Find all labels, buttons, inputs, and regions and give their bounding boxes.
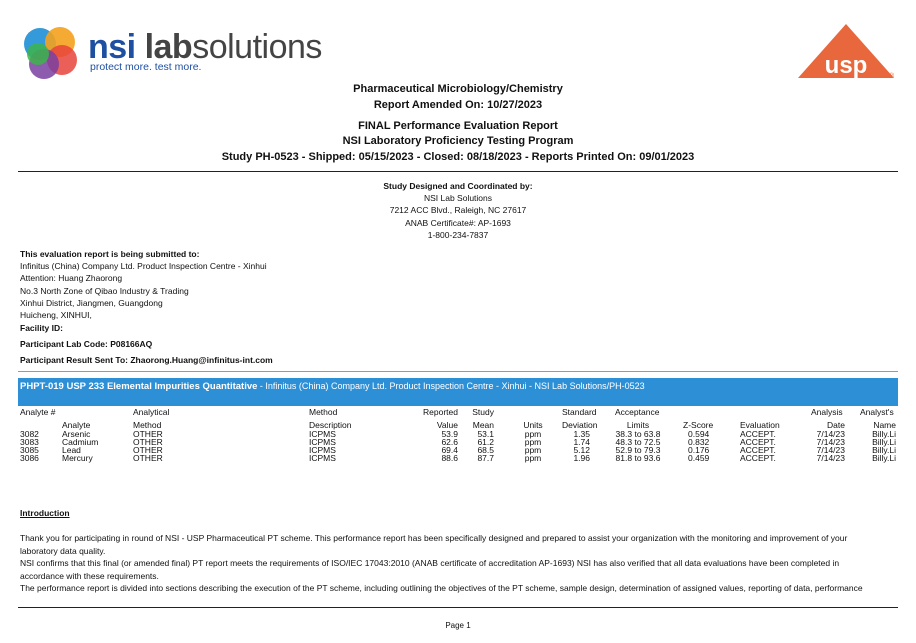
- cell-analyte-num: 3083: [20, 437, 39, 447]
- report-amended: Report Amended On: 10/27/2023: [373, 99, 543, 111]
- cell-analyte-num: 3086: [20, 453, 39, 463]
- cell-units: ppm: [524, 453, 542, 463]
- cell-units: ppm: [524, 437, 542, 447]
- cell-zscore: 0.594: [688, 429, 710, 439]
- cell-analyte-num: 3082: [20, 429, 39, 439]
- logo-tagline: protect more. test more.: [90, 61, 202, 73]
- col-header-standard: Standard: [562, 407, 597, 417]
- svg-text:®: ®: [889, 73, 895, 80]
- logo-solutions: solutions: [192, 28, 322, 66]
- col-header-acceptance: Acceptance: [615, 407, 660, 417]
- cell-name: Billy.Li: [872, 437, 896, 447]
- cell-description: ICPMS: [309, 429, 336, 439]
- cell-deviation: 1.74: [573, 437, 590, 447]
- col-header-analyte-num: Analyte #: [20, 407, 56, 417]
- col-header-reported: Reported: [423, 407, 458, 417]
- coordinator-phone: 1-800-234-7837: [427, 229, 489, 240]
- cell-date: 7/14/23: [816, 429, 845, 439]
- intro-p2a: NSI confirms that this final (or amended final) PT report meets the requirements of ISO/IEC 17043:2010 (ANAB certificate of accreditation AP-1693) NSI has also verified that all data evaluations have been completed in: [20, 558, 840, 568]
- cell-date: 7/14/23: [816, 445, 845, 455]
- cell-deviation: 1.96: [573, 453, 590, 463]
- cell-description: ICPMS: [309, 453, 336, 463]
- facility-id: Facility ID:: [20, 323, 63, 333]
- cell-mean: 53.1: [477, 429, 494, 439]
- cell-analyte: Mercury: [62, 453, 93, 463]
- program-name: NSI Laboratory Proficiency Testing Program: [342, 135, 574, 147]
- cell-analyte: Lead: [62, 445, 81, 455]
- cell-method: OTHER: [133, 445, 163, 455]
- recipient-company: Infinitus (China) Company Ltd. Product Inspection Centre - Xinhui: [20, 261, 267, 272]
- col-header-units: Units: [523, 420, 543, 430]
- coordinator-certificate: ANAB Certificate#: AP-1693: [405, 217, 511, 228]
- logo-nsi: nsi: [88, 28, 136, 66]
- col-header-description: Description: [309, 420, 352, 430]
- table-title-sub: - Infinitus (China) Company Ltd. Product Inspection Centre - Xinhui - NSI Lab Solutions/PH-0523: [257, 381, 645, 391]
- cell-units: ppm: [524, 445, 542, 455]
- cell-analyte: Cadmium: [62, 437, 99, 447]
- col-header-method: Method: [309, 407, 338, 417]
- cell-name: Billy.Li: [872, 429, 896, 439]
- cell-deviation: 5.12: [573, 445, 590, 455]
- coordinator-address: 7212 ACC Blvd., Raleigh, NC 27617: [389, 205, 527, 216]
- cell-description: ICPMS: [309, 445, 336, 455]
- cell-mean: 68.5: [477, 445, 494, 455]
- coordinator-block: [0, 180, 916, 241]
- cell-value: 69.4: [441, 445, 458, 455]
- cell-limits: 48.3 to 72.5: [615, 437, 661, 447]
- cell-zscore: 0.832: [688, 437, 710, 447]
- cell-mean: 61.2: [477, 437, 494, 447]
- col-header-mean: Mean: [472, 420, 494, 430]
- cell-deviation: 1.35: [573, 429, 590, 439]
- col-header-zscore: Z-Score: [683, 420, 714, 430]
- table-title-main: PHPT-019 USP 233 Elemental Impurities Quantitative: [20, 381, 258, 392]
- intro-p3: The performance report is divided into sections describing the execution of the PT scheme, including outlining the objectives of the PT scheme, sample design, determination of assigned values, reporting of data, performance: [20, 583, 863, 593]
- divider: [18, 607, 898, 608]
- col-header-name: Name: [873, 420, 896, 430]
- nsi-logo-wordmark: [88, 30, 322, 64]
- recipient-address3: Huicheng, XINHUI,: [20, 310, 92, 321]
- cell-description: ICPMS: [309, 437, 336, 447]
- cell-units: ppm: [524, 429, 542, 439]
- intro-p2b: accordance with these requirements.: [20, 570, 159, 581]
- divider: [18, 371, 898, 372]
- nsi-logo-mark: [18, 24, 84, 82]
- report-title: FINAL Performance Evaluation Report: [358, 120, 558, 132]
- cell-zscore: 0.459: [688, 453, 710, 463]
- cell-zscore: 0.176: [688, 445, 710, 455]
- cell-mean: 87.7: [477, 453, 494, 463]
- cell-date: 7/14/23: [816, 437, 845, 447]
- cell-value: 62.6: [441, 437, 458, 447]
- col-header-analysts: Analyst's: [860, 407, 894, 417]
- cell-evaluation: ACCEPT.: [740, 445, 776, 455]
- col-header-analysis: Analysis: [811, 407, 843, 417]
- col-header-limits: Limits: [626, 420, 650, 430]
- col-header-deviation: Deviation: [562, 420, 598, 430]
- coordinator-name: NSI Lab Solutions: [423, 193, 493, 204]
- col-header-analyte: Analyte: [62, 420, 91, 430]
- report-category: Pharmaceutical Microbiology/Chemistry: [353, 83, 563, 95]
- cell-limits: 38.3 to 63.8: [615, 429, 661, 439]
- result-sent-to: Participant Result Sent To: Zhaorong.Huang@infinitus-int.com: [20, 355, 273, 365]
- divider: [18, 171, 898, 172]
- recipient-address2: Xinhui District, Jiangmen, Guangdong: [20, 297, 163, 308]
- usp-logo-text: usp: [824, 52, 868, 79]
- intro-p1a: Thank you for participating in round of NSI - USP Pharmaceutical PT scheme. This performance report has been specifically designed and prepared to assist your organization with the monitoring and improvement of your: [20, 533, 848, 543]
- cell-method: OTHER: [133, 453, 163, 463]
- study-info: Study PH-0523 - Shipped: 05/15/2023 - Closed: 08/18/2023 - Reports Printed On: 09/01/2023: [221, 151, 695, 163]
- page-number: Page 1: [445, 621, 471, 630]
- col-header-method2: Method: [133, 420, 162, 430]
- lab-code: Participant Lab Code: P08166AQ: [20, 339, 153, 349]
- recipient-address1: No.3 North Zone of Qibao Industry & Trading: [20, 285, 189, 296]
- recipient-attention: Attention: Huang Zhaorong: [20, 273, 123, 284]
- table-title: [20, 381, 645, 392]
- intro-heading: Introduction: [20, 508, 70, 518]
- col-header-value: Value: [436, 420, 458, 430]
- cell-value: 88.6: [441, 453, 458, 463]
- intro-paragraph: [20, 532, 900, 595]
- logo-lab: lab: [144, 28, 193, 66]
- cell-analyte: Arsenic: [62, 429, 91, 439]
- cell-method: OTHER: [133, 437, 163, 447]
- cell-date: 7/14/23: [816, 453, 845, 463]
- cell-analyte-num: 3085: [20, 445, 39, 455]
- col-header-evaluation: Evaluation: [740, 420, 780, 430]
- cell-method: OTHER: [133, 429, 163, 439]
- coordinator-heading: Study Designed and Coordinated by:: [383, 181, 533, 191]
- cell-value: 53.9: [441, 429, 458, 439]
- cell-limits: 81.8 to 93.6: [615, 453, 661, 463]
- cell-name: Billy.Li: [872, 453, 896, 463]
- cell-evaluation: ACCEPT.: [740, 453, 776, 463]
- recipient-heading: This evaluation report is being submitted to:: [20, 249, 200, 259]
- col-header-study: Study: [472, 407, 494, 417]
- cell-limits: 52.9 to 79.3: [615, 445, 661, 455]
- cell-name: Billy.Li: [872, 445, 896, 455]
- recipient-block: [20, 248, 267, 321]
- intro-p1b: laboratory data quality.: [20, 545, 106, 556]
- usp-logo: [796, 22, 896, 82]
- col-header-date: Date: [827, 420, 845, 430]
- cell-evaluation: ACCEPT.: [740, 429, 776, 439]
- cell-evaluation: ACCEPT.: [740, 437, 776, 447]
- col-header-analytical: Analytical: [133, 407, 170, 417]
